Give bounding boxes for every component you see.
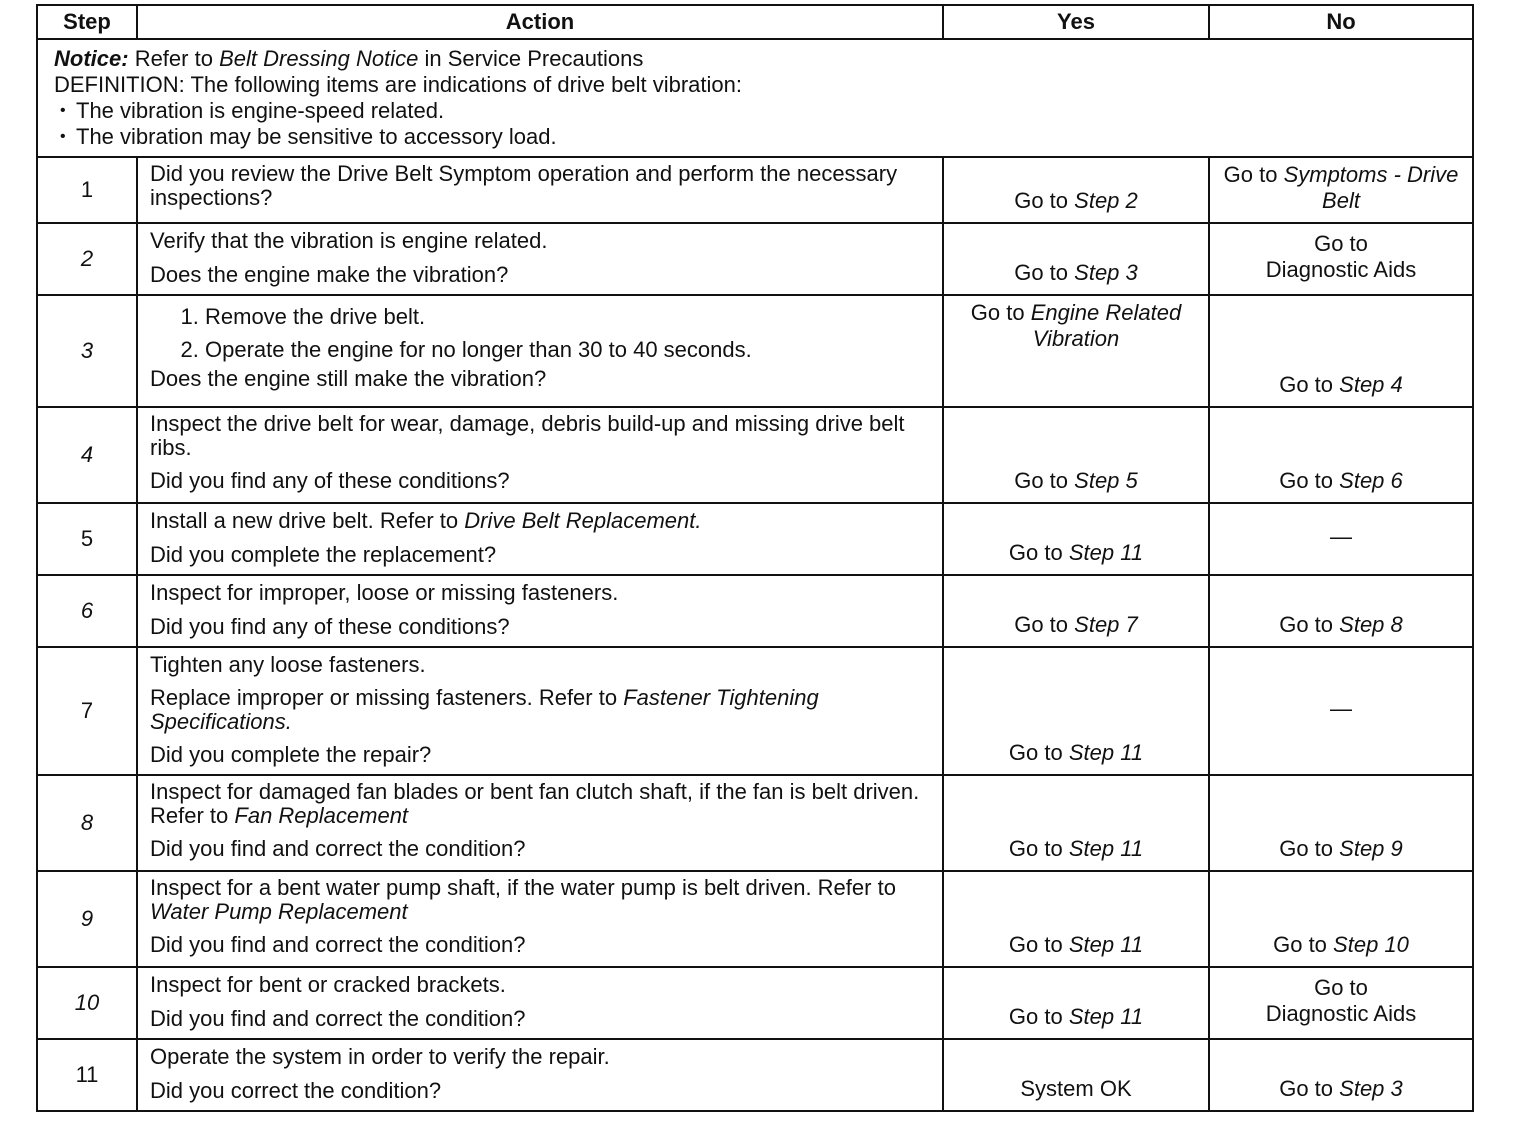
action-cell [137,967,943,1039]
action-question: Did you find and correct the condition? [150,836,526,861]
go-to-label: Go to [1008,836,1063,861]
header-no: No [1209,5,1473,39]
yes-text: System OK [1020,1076,1132,1101]
go-to-label: Go to [970,300,1025,325]
action-question: Did you find any of these conditions? [150,614,510,639]
step-row-9 [37,871,1473,967]
no-text: Diagnostic Aids [1265,257,1417,282]
step-row-3 [37,295,1473,407]
no-ref: Step 4 [1339,372,1403,397]
definition-bullet: • The vibration is engine-speed related. [54,98,1456,124]
action-question: Did you correct the condition? [150,1078,442,1103]
action-text: Operate the system in order to verify the repair. [150,1044,610,1069]
step-row-2 [37,223,1473,295]
go-to-label: Go to [1014,612,1069,637]
action-question: Does the engine make the vibration? [150,262,509,287]
notice-post: in Service Precautions [424,46,644,71]
action-text: Inspect for bent or cracked brackets. [150,972,506,997]
action-text: Verify that the vibration is engine related. [150,228,548,253]
no-cell [1209,871,1473,967]
go-to-label: Go to [1008,1004,1063,1029]
action-list-item: 1. Remove the drive belt. [205,300,932,333]
notice-pre: Refer to [134,46,213,71]
step-number: 4 [37,407,137,503]
action-cell [137,503,943,575]
yes-ref: Step 5 [1074,468,1138,493]
action-list-item: 2. Operate the engine for no longer than 30 to 40 seconds. [205,333,932,366]
go-to-label: Go to [1014,188,1069,213]
intro-row [37,39,1473,157]
no-ref: Symptoms - Drive Belt [1283,162,1459,213]
action-text: Tighten any loose fasteners. [150,652,426,677]
action-cell [137,1039,943,1111]
step-number: 8 [37,775,137,871]
yes-ref: Step 3 [1074,260,1138,285]
no-cell [1209,223,1473,295]
go-to-label: Go to [1314,975,1368,1000]
go-to-label: Go to [1014,468,1069,493]
no-cell [1209,967,1473,1039]
definition-bullet: • The vibration may be sensitive to accessory load. [54,124,1456,150]
action-cell [137,575,943,647]
action-ref: Fan Replacement [234,803,409,828]
definition-text: DEFINITION: The following items are indications of drive belt vibration: [54,72,742,97]
step-number: 3 [37,295,137,407]
go-to-label: Go to [1273,932,1327,957]
diagnostic-table [36,4,1474,1112]
yes-cell [943,407,1209,503]
step-row-10 [37,967,1473,1039]
header-step: Step [37,5,137,39]
no-ref: Step 9 [1339,836,1403,861]
no-ref: Step 3 [1339,1076,1403,1101]
no-cell [1209,157,1473,223]
intro-cell [37,39,1473,157]
action-pre: Inspect for a bent water pump shaft, if the water pump is belt driven. Refer to [150,875,896,900]
action-question: Does the engine still make the vibration? [150,366,547,391]
go-to-label: Go to [1279,468,1334,493]
action-question: Did you find and correct the condition? [150,1006,526,1031]
yes-ref: Step 7 [1074,612,1138,637]
step-number: 6 [37,575,137,647]
action-text [150,508,932,534]
action-cell [137,775,943,871]
go-to-label: Go to [1014,260,1069,285]
step-number: 5 [37,503,137,575]
yes-cell [943,157,1209,223]
notice-ref: Belt Dressing Notice [219,46,419,71]
action-text [150,876,932,924]
go-to-label: Go to [1279,1076,1334,1101]
no-cell [1209,647,1473,775]
no-cell [1209,575,1473,647]
action-pre: Inspect for damaged fan blades or bent fan clutch shaft, if the fan is belt driven. Refer to [150,779,920,828]
yes-cell [943,871,1209,967]
yes-ref: Step 2 [1074,188,1138,213]
action-cell [137,295,943,407]
go-to-label: Go to [1008,740,1063,765]
no-cell [1209,503,1473,575]
no-text: — [1330,696,1352,721]
yes-ref: Step 11 [1068,1004,1144,1029]
go-to-label: Go to [1008,932,1063,957]
action-text: Did you review the Drive Belt Symptom operation and perform the necessary inspections? [150,161,898,210]
yes-cell [943,647,1209,775]
go-to-label: Go to [1223,162,1278,187]
no-cell [1209,775,1473,871]
step-number: 7 [37,647,137,775]
step-row-6 [37,575,1473,647]
action-pre: Replace improper or missing fasteners. Refer to [150,685,618,710]
yes-cell [943,295,1209,407]
action-text: Inspect the drive belt for wear, damage, debris build-up and missing drive belt ribs. [150,411,905,460]
yes-cell [943,775,1209,871]
yes-ref: Step 11 [1068,540,1144,565]
step-row-7 [37,647,1473,775]
step-row-1 [37,157,1473,223]
action-question: Did you complete the replacement? [150,542,497,567]
action-cell [137,647,943,775]
go-to-label: Go to [1279,372,1334,397]
step-row-8 [37,775,1473,871]
action-question: Did you complete the repair? [150,742,432,767]
step-number: 10 [37,967,137,1039]
no-text: Diagnostic Aids [1265,1001,1417,1026]
action-ref: Fastener Tightening Specifications. [150,685,819,734]
no-ref: Step 6 [1339,468,1403,493]
step-row-4 [37,407,1473,503]
action-text [150,780,932,828]
action-ref: Water Pump Replacement [150,899,408,924]
action-cell [137,157,943,223]
go-to-label: Go to [1314,231,1368,256]
no-cell [1209,407,1473,503]
action-ref: Drive Belt Replacement. [464,508,702,533]
step-number: 11 [37,1039,137,1111]
yes-cell [943,1039,1209,1111]
action-question: Did you find any of these conditions? [150,468,510,493]
step-number: 1 [37,157,137,223]
yes-ref: Step 11 [1068,932,1144,957]
no-ref: Step 10 [1333,932,1409,957]
no-cell [1209,295,1473,407]
yes-ref: Step 11 [1068,836,1144,861]
yes-ref: Step 11 [1068,740,1144,765]
action-cell [137,223,943,295]
step-row-5 [37,503,1473,575]
yes-cell [943,223,1209,295]
step-number: 9 [37,871,137,967]
header-row [37,5,1473,39]
action-pre: Install a new drive belt. Refer to [150,508,459,533]
action-cell [137,407,943,503]
header-yes: Yes [943,5,1209,39]
action-list [150,300,932,366]
yes-cell [943,967,1209,1039]
notice-label: Notice: [54,46,129,71]
action-text: Inspect for improper, loose or missing fasteners. [150,580,619,605]
yes-ref: Engine Related Vibration [1030,300,1182,351]
no-cell [1209,1039,1473,1111]
action-question: Did you find and correct the condition? [150,932,526,957]
notice-line [54,46,1456,72]
yes-cell [943,575,1209,647]
step-row-11 [37,1039,1473,1111]
go-to-label: Go to [1008,540,1063,565]
go-to-label: Go to [1279,836,1334,861]
no-text: — [1330,524,1352,549]
action-text [150,686,932,734]
go-to-label: Go to [1279,612,1334,637]
yes-cell [943,503,1209,575]
action-cell [137,871,943,967]
step-number: 2 [37,223,137,295]
no-ref: Step 8 [1339,612,1403,637]
header-action: Action [137,5,943,39]
